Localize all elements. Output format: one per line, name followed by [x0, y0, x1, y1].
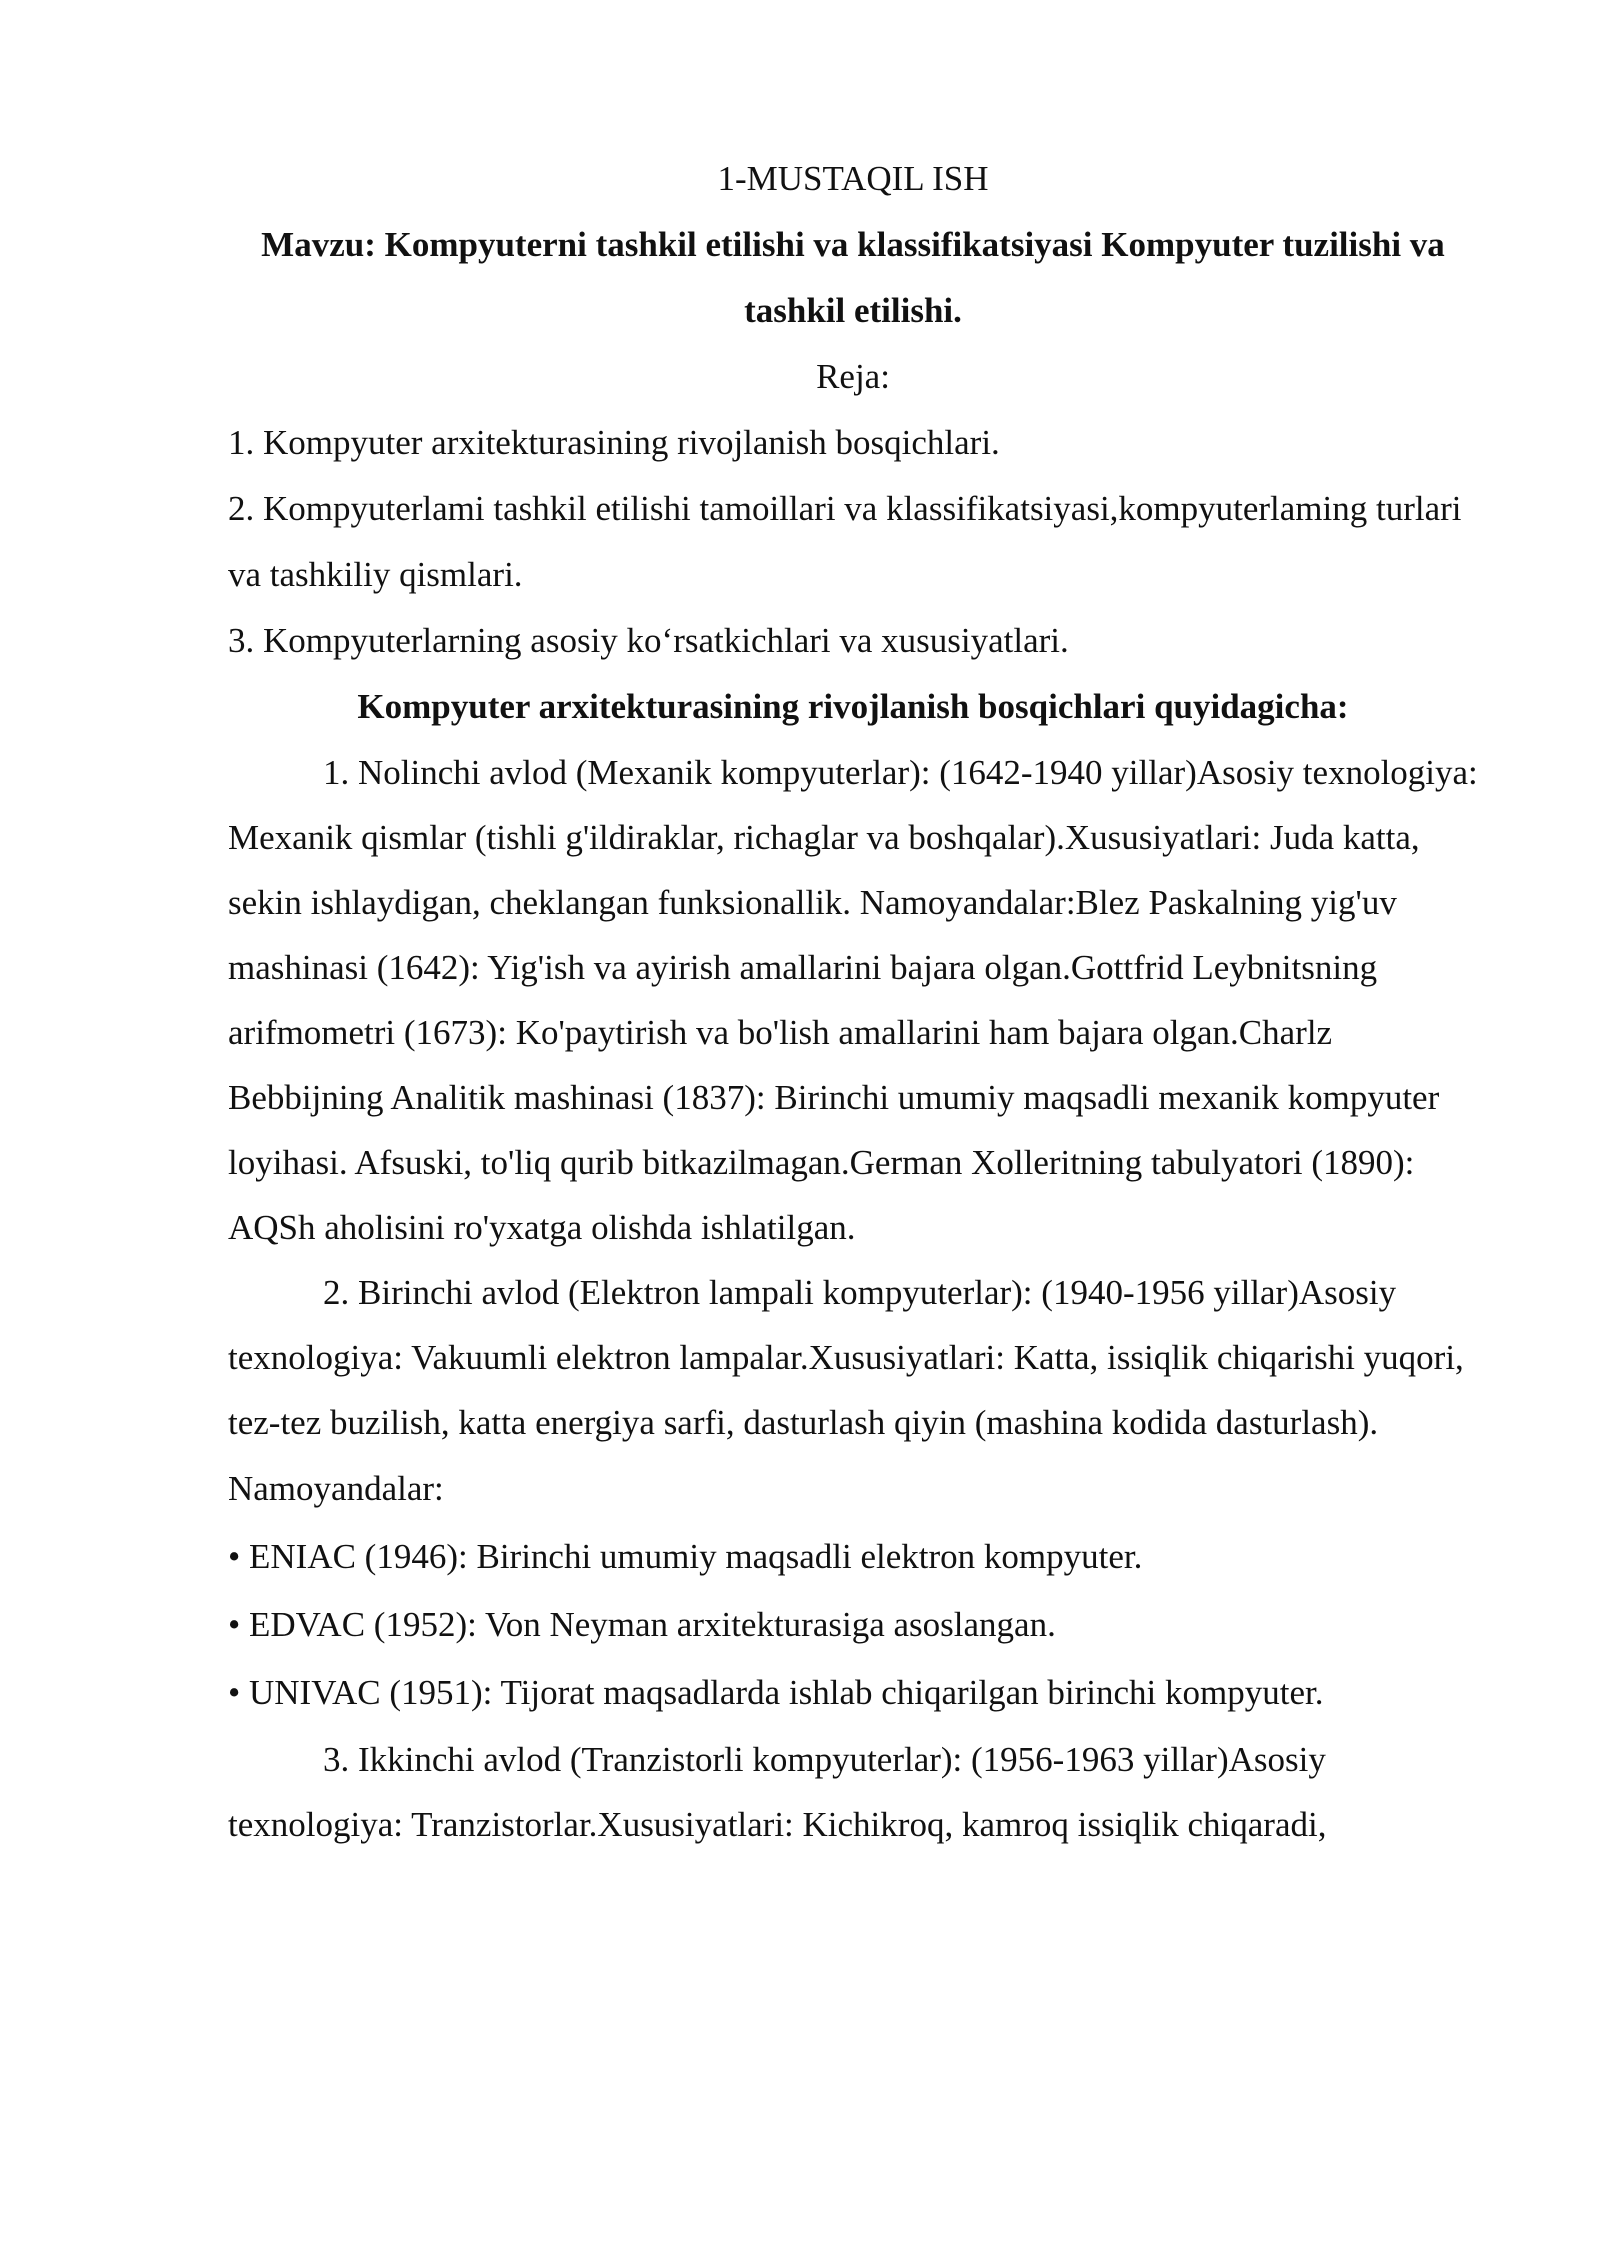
- representatives-label: Namoyandalar:: [228, 1469, 444, 1508]
- document-topic: Mavzu: Kompyuterni tashkil etilishi va klassifikatsiyasi Kompyuter tuzilishi va tashkil etilishi.: [261, 225, 1445, 330]
- bullet-edvac: • EDVAC (1952): Von Neyman arxitekturasiga asoslangan.: [228, 1605, 1056, 1644]
- plan-item-3: 3. Kompyuterlarning asosiy ko‘rsatkichlari va xususiyatlari.: [228, 621, 1069, 660]
- plan-item-2: 2. Kompyuterlami tashkil etilishi tamoillari va klassifikatsiyasi,kompyuterlaming turlari va tashkiliy qismlari.: [228, 489, 1462, 594]
- plan-item-1: 1. Kompyuter arxitekturasining rivojlanish bosqichlari.: [228, 423, 1000, 462]
- document-body: [228, 146, 1478, 1857]
- paragraph-zero-generation: 1. Nolinchi avlod (Mexanik kompyuterlar): (1642-1940 yillar)Asosiy texnologiya: Mexanik qismlar (tishli g'ildiraklar, richaglar va boshqalar).Xususiyatlari: Juda katta, sekin ishlaydigan, cheklangan funksionallik. Namoyandalar:Blez Paskalning yig'uv mashinasi (1642): Yig'ish va ayirish amallarini bajara olgan.Gottfrid Leybnitsning arifmometri (1673): Ko'paytirish va bo'lish amallarini ham bajara olgan.Charlz Bebbijning Analitik mashinasi (1837): Birinchi umumiy maqsadli mexanik kompyuter loyihasi. Afsuski, to'liq qurib bitkazilmagan.German Xolleritning tabulyatori (1890): AQSh aholisini ro'yxatga olishda ishlatilgan.: [228, 753, 1478, 1247]
- bullet-univac: • UNIVAC (1951): Tijorat maqsadlarda ishlab chiqarilgan birinchi kompyuter.: [228, 1673, 1324, 1712]
- paragraph-second-generation: 3. Ikkinchi avlod (Tranzistorli kompyuterlar): (1956-1963 yillar)Asosiy texnologiya: Tranzistorlar.Xususiyatlari: Kichikroq, kamroq issiqlik chiqaradi,: [228, 1740, 1327, 1844]
- section-heading: Kompyuter arxitekturasining rivojlanish bosqichlari quyidagicha:: [357, 687, 1349, 726]
- paragraph-first-generation: 2. Birinchi avlod (Elektron lampali kompyuterlar): (1940-1956 yillar)Asosiy texnologiya: Vakuumli elektron lampalar.Xususiyatlari: Katta, issiqlik chiqarishi yuqori, tez-tez buzilish, katta energiya sarfi, dasturlash qiyin (mashina kodida dasturlash).: [228, 1273, 1464, 1442]
- document-title: 1-MUSTAQIL ISH: [717, 159, 989, 198]
- plan-label: Reja:: [816, 357, 890, 396]
- bullet-eniac: • ENIAC (1946): Birinchi umumiy maqsadli elektron kompyuter.: [228, 1537, 1143, 1576]
